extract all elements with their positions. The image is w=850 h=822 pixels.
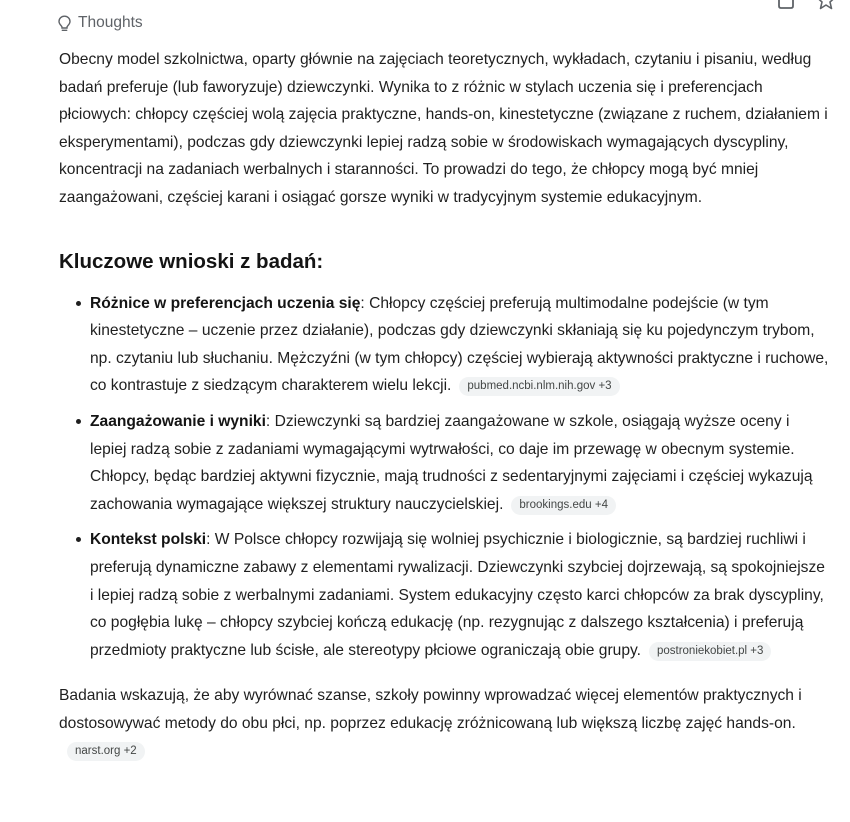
item-text: : Dziewczynki są bardziej zaangażowane w szkole, osiągają wyższe oceny i lepiej radzą sobie z zadaniami wymagającymi wytrwałości, co daje im przewagę w obecnym systemie. Chłopcy, będąc bardziej aktywni fizycznie, mają trudności z sedentaryjnymi zajęciami i częściej wykazują zachowania wymagające większej struktury nauczycielskiej. xyxy=(90,412,813,513)
thoughts-toggle[interactable] xyxy=(57,14,143,32)
item-text: : Chłopcy częściej preferują multimodalne podejście (w tym kinestetyczne – uczenie przez działanie), podczas gdy dziewczynki skłaniają się ku pojedynczym trybom, np. czytaniu lub słuchaniu. Mężczyźni (w tym chłopcy) częściej wybierają aktywności praktyczne i ruchowe, co kontrastuje z siedzącym charakterem wielu lekcji. xyxy=(90,294,829,395)
lightbulb-icon xyxy=(57,15,72,32)
top-right-toolbar xyxy=(776,0,836,10)
source-chip[interactable]: narst.org +2 xyxy=(67,742,145,761)
item-title: Kontekst polski xyxy=(90,531,207,549)
list-item xyxy=(90,408,829,518)
star-icon[interactable] xyxy=(816,0,836,10)
conclusion-text: Badania wskazują, że aby wyrównać szanse, szkoły powinny wprowadzać więcej elementów praktycznych i dostosowywać metody do obu płci, np. poprzez edukację zróżnicowaną lub większą liczbę zajęć hands-on. xyxy=(59,687,802,732)
source-chip[interactable]: brookings.edu +4 xyxy=(511,496,616,515)
item-title: Różnice w preferencjach uczenia się xyxy=(90,294,361,312)
list-item xyxy=(90,290,829,400)
section-heading: Kluczowe wnioski z badań: xyxy=(59,249,324,273)
intro-paragraph: Obecny model szkolnictwa, oparty głównie na zajęciach teoretycznych, wykładach, czytaniu i pisaniu, według badań preferuje (lub faworyzuje) dziewczynki. Wynika to z różnic w stylach uczenia się i preferencjach płciowych: chłopcy częściej wolą zajęcia praktyczne, hands-on, kinestetyczne (związane z ruchem, działaniem i eksperymentami), podczas gdy dziewczynki lepiej radzą sobie w środowiskach wymagających dyscypliny, koncentracji na zadaniach werbalnych i staranności. To prowadzi do tego, że chłopcy mogą być mniej zaangażowani, częściej karani i osiągać gorsze wyniki w tradycyjnym systemie edukacyjnym. xyxy=(59,51,828,206)
list-item xyxy=(90,526,829,664)
source-chip[interactable]: postroniekobiet.pl +3 xyxy=(649,642,771,661)
thoughts-label: Thoughts xyxy=(78,14,143,31)
share-icon[interactable] xyxy=(776,0,796,10)
item-title: Zaangażowanie i wyniki xyxy=(90,412,266,430)
conclusion-paragraph xyxy=(59,682,829,765)
findings-list xyxy=(59,290,829,665)
source-chip[interactable]: pubmed.ncbi.nlm.nih.gov +3 xyxy=(459,377,619,396)
item-text: : W Polsce chłopcy rozwijają się wolniej psychicznie i biologicznie, są bardziej ruchliwi i preferują dynamiczne zabawy z elementami rywalizacji. Dziewczynki szybciej dojrzewają, są spokojniejsze i lepiej radzą sobie z werbalnymi zadaniami. System edukacyjny często karci chłopców za brak dyscypliny, co pogłębia lukę – chłopcy szybciej kończą edukację (np. rezygnując z dalszego kształcenia) i preferują przedmioty praktyczne lub ścisłe, ale stereotypy płciowe ograniczają obie grupy. xyxy=(90,531,825,659)
response-content xyxy=(59,46,829,765)
